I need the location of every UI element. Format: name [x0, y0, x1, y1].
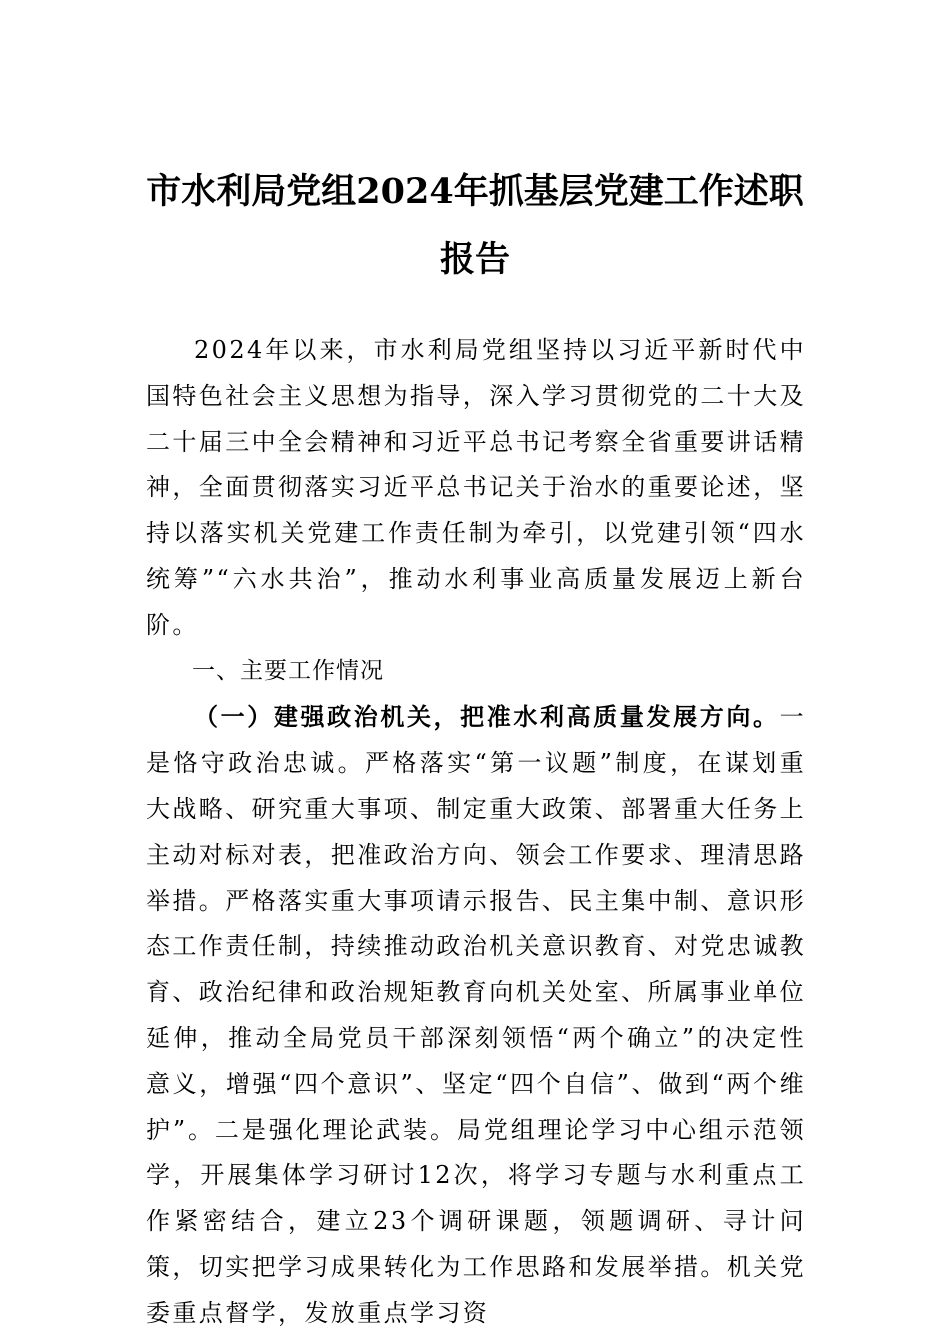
section-heading-main-work: 一、主要工作情况 — [192, 657, 384, 684]
document-body — [146, 328, 806, 1337]
title-line-2: 报告 — [439, 239, 510, 280]
document-title — [140, 158, 810, 294]
subsection-heading: （一）建强政治机关，把准水利高质量发展方向。 — [194, 702, 780, 732]
intro-paragraph: 2024年以来，市水利局党组坚持以习近平新时代中国特色社会主义思想为指导，深入学习贯彻党的二十大及二十届三中全会精神和习近平总书记考察全省重要讲话精神，全面贯彻落实习近平总书记关于治水的重要论述，坚持以落实机关党建工作责任制为牵引，以党建引领“四水统筹”“六水共治”，推动水利事业高质量发展迈上新台阶。 — [146, 336, 806, 639]
subsection-text: 一是恪守政治忠诚。严格落实“第一议题”制度，在谋划重大战略、研究重大事项、制定重大政策、部署重大任务上主动对标对表，把准政治方向、领会工作要求、理清思路举措。严格落实重大事项请示报告、民主集中制、意识形态工作责任制，持续推动政治机关意识教育、对党忠诚教育、政治纪律和政治规矩教育向机关处室、所属事业单位延伸，推动全局党员干部深刻领悟“两个确立”的决定性意义，增强“四个意识”、坚定“四个自信”、做到“两个维护”。二是强化理论武装。局党组理论学习中心组示范领学，开展集体学习研讨12次，将学习专题与水利重点工作紧密结合，建立23个调研课题，领题调研、寻计问策，切实把学习成果转化为工作思路和发展举措。机关党委重点督学，发放重点学习资 — [146, 703, 806, 1327]
subsection-paragraph — [146, 694, 806, 1336]
title-line-1: 市水利局党组2024年抓基层党建工作述职 — [146, 171, 804, 212]
